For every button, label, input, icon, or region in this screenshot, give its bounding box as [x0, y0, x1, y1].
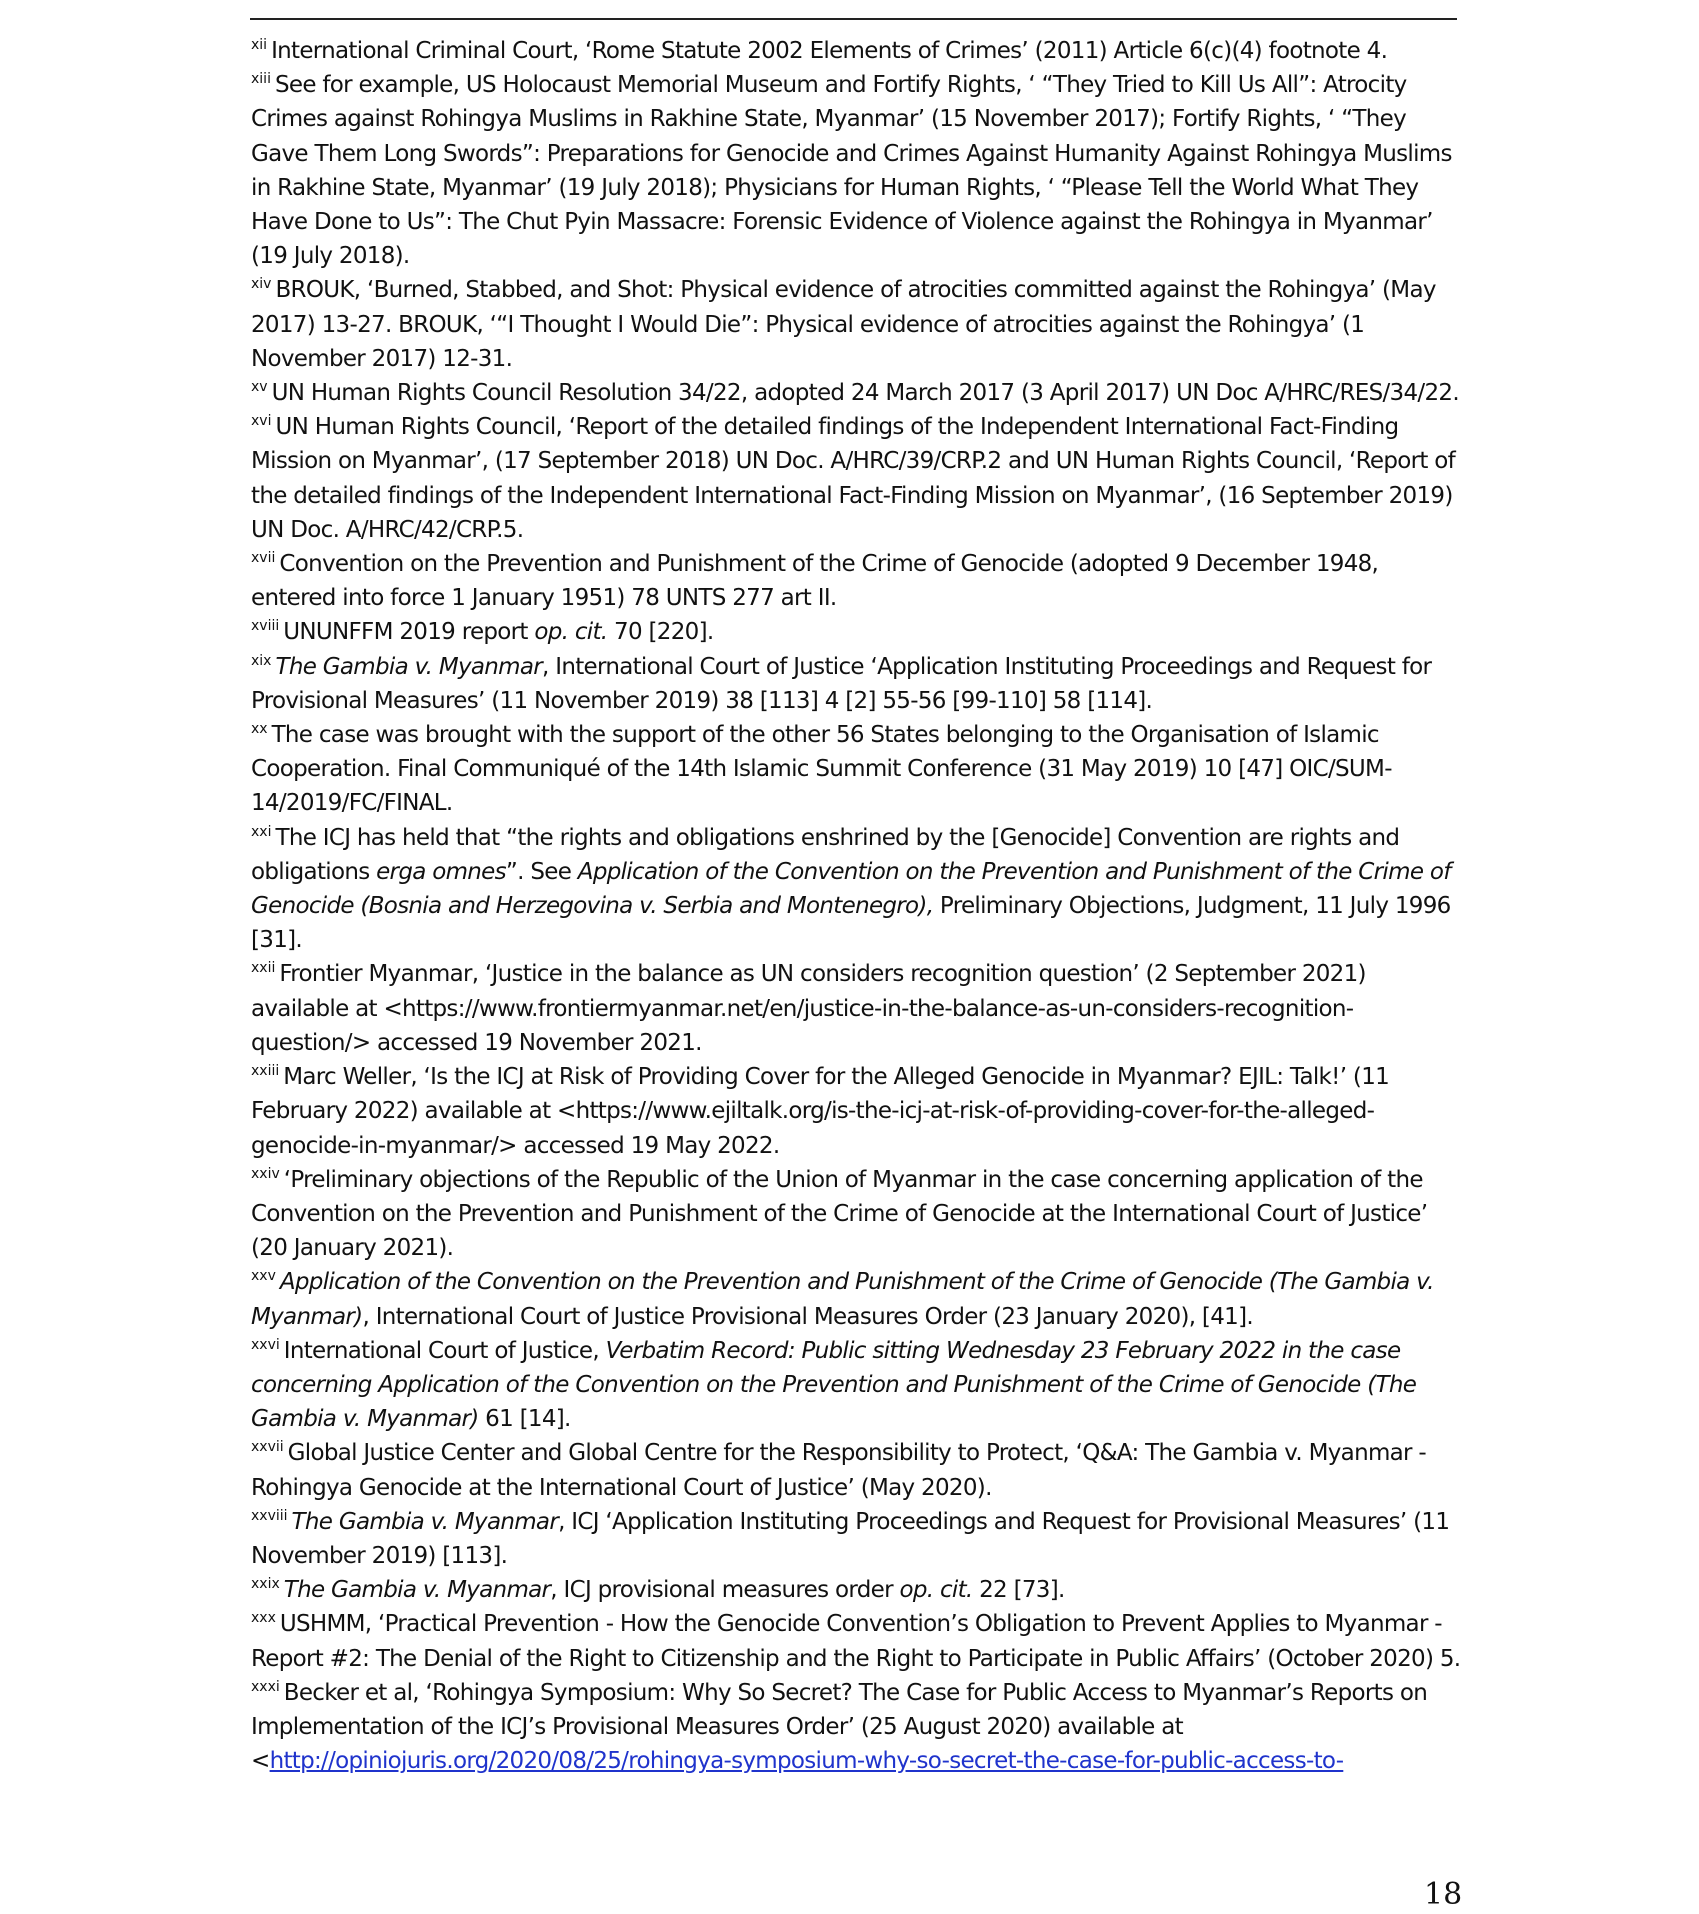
footnote-text: Preliminary Objections, Judgment, 11 July 1996 [31]. — [251, 893, 1451, 954]
footnote-xv — [251, 376, 1467, 410]
footnote-marker: xxx — [251, 1610, 276, 1627]
footnote-text: The case was brought with the support of the other 56 States belonging to the Organisation of Islamic Cooperation. Final Communiqué of the 14th Islamic Summit Conference (31 May 2019) 10 [47] OIC/SUM-14/2019/FC/FINAL. — [251, 722, 1392, 817]
footnote-xviii — [251, 615, 1467, 649]
footnote-xvi — [251, 410, 1467, 547]
footnote-text: BROUK, ‘Burned, Stabbed, and Shot: Physical evidence of atrocities committed against the Rohingya’ (May 2017) 13-27. BROUK, ‘“I Thought I Would Die”: Physical evidence of atrocities against the Rohingya’ (1 November 2017) 12-31. — [251, 277, 1436, 372]
footnote-text: UN Human Rights Council Resolution 34/22, adopted 24 March 2017 (3 April 2017) UN Doc A/HRC/RES/34/22. — [271, 380, 1459, 407]
footnote-marker: xxxi — [251, 1678, 280, 1695]
footnote-xxxi — [251, 1676, 1467, 1779]
footnote-xii — [251, 34, 1467, 68]
footnote-marker: xix — [251, 652, 272, 669]
footnote-italic-text: erga omnes — [376, 858, 506, 885]
footnote-text: , ICJ ‘Application Instituting Proceedings and Request for Provisional Measures’ (11 November 2019) [113]. — [251, 1508, 1450, 1569]
footnote-text: Convention on the Prevention and Punishment of the Crime of Genocide (adopted 9 December 1948, entered into force 1 January 1951) 78 UNTS 277 art II. — [251, 551, 1379, 612]
footnote-text: UNUNFFM 2019 report — [283, 619, 535, 646]
footnote-italic-text: op. cit. — [899, 1577, 973, 1604]
footnote-xxiii — [251, 1060, 1467, 1163]
footnote-text: International Court of Justice, — [283, 1337, 606, 1364]
footnote-xxi — [251, 821, 1467, 958]
footnote-text: Becker et al, ‘Rohingya Symposium: Why So Secret? The Case for Public Access to Myanmar’s Reports on Implementation of the ICJ’s Provisional Measures Order’ (25 August 2020) available at < — [251, 1679, 1428, 1775]
footnote-italic-text: The Gambia v. Myanmar — [283, 1577, 551, 1604]
footnote-text: The ICJ has held that “the rights and obligations enshrined by the [Genocide] Convention are rights and obligations — [251, 824, 1400, 885]
footnote-xxvi — [251, 1334, 1467, 1437]
footnote-xiii — [251, 68, 1467, 273]
footnote-text: Frontier Myanmar, ‘Justice in the balance as UN considers recognition question’ (2 September 2021) available at <https://www.frontiermyanmar.net/en/justice-in-the-balance-as-un-considers-recognition-question/> accessed 19 November 2021. — [251, 961, 1366, 1056]
footnote-link[interactable]: http://opiniojuris.org/2020/08/25/rohingya-symposium-why-so-secret-the-case-for-public-access-to- — [269, 1748, 1344, 1775]
footnote-marker: xiv — [251, 276, 272, 293]
footnote-xxviii — [251, 1505, 1467, 1573]
footnote-text: , ICJ provisional measures order — [550, 1577, 900, 1604]
footnote-italic-text: The Gambia v. Myanmar — [291, 1508, 559, 1535]
footnote-marker: xv — [251, 379, 268, 396]
footnote-marker: xiii — [251, 71, 271, 88]
footnote-marker: xxix — [251, 1576, 280, 1593]
footnote-text: International Criminal Court, ‘Rome Statute 2002 Elements of Crimes’ (2011) Article 6(c)(4) footnote 4. — [271, 38, 1388, 64]
footnote-text: Global Justice Center and Global Centre for the Responsibility to Protect, ‘Q&A: The Gambia v. Myanmar - Rohingya Genocide at the International Court of Justice’ (May 2020). — [251, 1440, 1427, 1501]
footnote-text: 22 [73]. — [972, 1577, 1065, 1604]
footnote-text: See for example, US Holocaust Memorial Museum and Fortify Rights, ‘ “They Tried to Kill Us All”: Atrocity Crimes against Rohingya Muslims in Rakhine State, Myanmar’ (15 November 2017); Fortify Rights, ‘ “They Gave Them Long Swords”: Preparations for Genocide and Crimes Against Humanity Against Rohingya Muslims in Rakhine State, Myanmar’ (19 July 2018); Physicians for Human Rights, ‘ “Please Tell the World What They Have Done to Us”: The Chut Pyin Massacre: Forensic Evidence of Violence against the Rohingya in Myanmar’ (19 July 2018). — [251, 72, 1452, 270]
footnote-italic-text: op. cit. — [534, 619, 608, 646]
footnote-marker: xvii — [251, 550, 276, 567]
footnote-xxv — [251, 1265, 1467, 1333]
footnote-marker: xxviii — [251, 1507, 288, 1524]
footnote-separator — [250, 18, 1457, 20]
footnote-italic-text: The Gambia v. Myanmar — [275, 653, 543, 680]
footnote-marker: xxiv — [251, 1165, 280, 1182]
footnote-xxiv — [251, 1163, 1467, 1266]
footnote-xxx — [251, 1607, 1467, 1675]
footnote-text: ‘Preliminary objections of the Republic of the Union of Myanmar in the case concerning application of the Convention on the Prevention and Punishment of the Crime of Genocide at the International Court of Justice’ (20 January 2021). — [251, 1166, 1428, 1262]
footnote-xiv — [251, 273, 1467, 376]
footnote-italic-text: Application of the Convention on the Prevention and Punishment of the Crime of Genocide (Bosnia and Herzegovina v. Serbia and Montenegro), — [251, 858, 1451, 920]
footnote-text: Marc Weller, ‘Is the ICJ at Risk of Providing Cover for the Alleged Genocide in Myanmar? EJIL: Talk!’ (11 February 2022) available at <https://www.ejiltalk.org/is-the-icj-at-risk-of-providing-cover-for-the-alleged-genocide-in-myanmar/> accessed 19 May 2022. — [251, 1064, 1390, 1159]
footnote-text: UN Human Rights Council, ‘Report of the detailed findings of the Independent International Fact-Finding Mission on Myanmar’, (17 September 2018) UN Doc. A/HRC/39/CRP.2 and UN Human Rights Council, ‘Report of the detailed findings of the Independent International Fact-Finding Mission on Myanmar’, (16 September 2019) UN Doc. A/HRC/42/CRP.5. — [251, 414, 1456, 543]
footnote-marker: xxvii — [251, 1439, 284, 1456]
footnote-xxix — [251, 1573, 1467, 1607]
footnote-text: ”. See — [505, 858, 578, 885]
footnote-xxii — [251, 957, 1467, 1060]
footnote-marker: xviii — [251, 618, 280, 635]
footnote-marker: xvi — [251, 413, 272, 430]
footnote-text: , International Court of Justice ‘Application Instituting Proceedings and Request for Provisional Measures’ (11 November 2019) 38 [113] 4 [2] 55-56 [99-110] 58 [114]. — [251, 653, 1432, 714]
footnote-italic-text: Application of the Convention on the Prevention and Punishment of the Crime of Genocide (The Gambia v. Myanmar) — [251, 1269, 1434, 1330]
footnote-marker: xxv — [251, 1268, 276, 1285]
footnote-text: USHMM, ‘Practical Prevention - How the Genocide Convention’s Obligation to Prevent Applies to Myanmar - Report #2: The Denial of the Right to Citizenship and the Right to Participate in Public Affairs’ (October 2020) 5. — [251, 1611, 1461, 1672]
footnote-italic-text: Verbatim Record: Public sitting Wednesday 23 February 2022 in the case concerning Application of the Convention on the Prevention and Punishment of the Crime of Genocide (The Gambia v. Myanmar) — [251, 1337, 1417, 1433]
footnote-marker: xxii — [251, 960, 276, 977]
footnote-marker: xii — [251, 37, 268, 53]
page-number: 18 — [1424, 1877, 1463, 1912]
footnote-text: , International Court of Justice Provisional Measures Order (23 January 2020), [41]. — [362, 1303, 1253, 1330]
footnotes-list — [251, 34, 1467, 1778]
footnote-xix — [251, 650, 1467, 718]
footnote-marker: xxiii — [251, 1063, 280, 1080]
footnote-marker: xxi — [251, 823, 272, 840]
footnote-xxvii — [251, 1436, 1467, 1504]
footnote-marker: xxvi — [251, 1336, 280, 1353]
footnote-marker: xx — [251, 721, 268, 738]
footnote-xx — [251, 718, 1467, 821]
footnote-text: 70 [220]. — [607, 619, 714, 646]
footnote-text: 61 [14]. — [478, 1406, 571, 1433]
footnote-xvii — [251, 547, 1467, 615]
